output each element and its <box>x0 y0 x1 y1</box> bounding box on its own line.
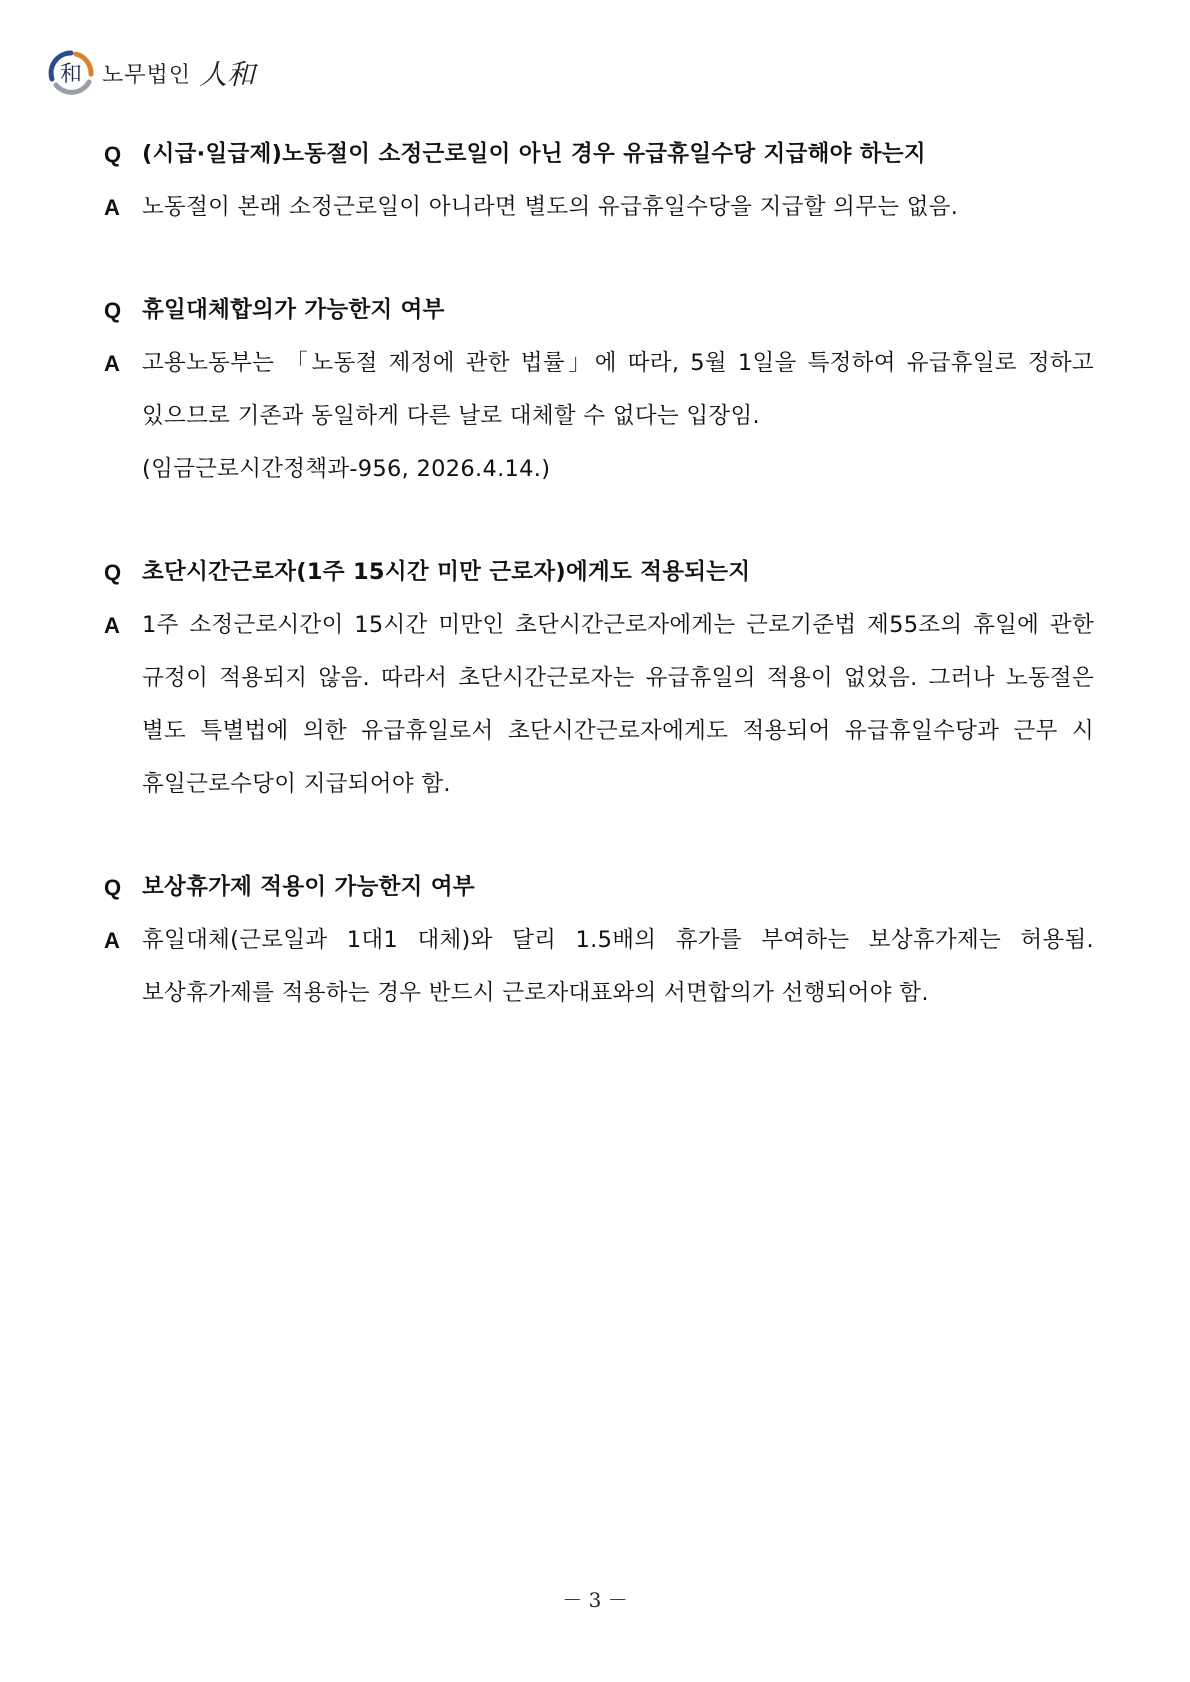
firm-logo-icon <box>48 50 94 96</box>
qa-list <box>104 128 1094 1070</box>
qa-item <box>104 284 1094 496</box>
page-header <box>48 50 255 96</box>
question-marker: Q <box>104 875 122 900</box>
firm-name-hanja: 人和 <box>199 58 256 91</box>
qa-item <box>104 546 1094 811</box>
answer-paragraph: 노동절이 본래 소정근로일이 아니라면 별도의 유급휴일수당을 지급할 의무는 없음. <box>142 194 959 220</box>
qa-item <box>104 128 1094 234</box>
answer-marker: A <box>104 195 120 220</box>
answer-row <box>104 599 1094 811</box>
answer-paragraph: 1주 소정근로시간이 15시간 미만인 초단시간근로자에게는 근로기준법 제55조의 휴일에 관한 규정이 적용되지 않음. 따라서 초단시간근로자는 유급휴일의 적용이 없었음. 그러나 노동절은 별도 특별법에 의한 유급휴일로서 초단시간근로자에게도 적용되어 유급휴일수당과 근무 시 휴일근로수당이 지급되어야 함. <box>142 612 1094 797</box>
question-text: 초단시간근로자(1주 15시간 미만 근로자)에게도 적용되는지 <box>142 559 751 585</box>
question-marker: Q <box>104 142 122 167</box>
question-row <box>104 284 1094 337</box>
answer-text <box>142 599 1094 811</box>
answer-reference: (임금근로시간정책과-956, 2026.4.14.) <box>142 456 551 482</box>
question-text: 휴일대체합의가 가능한지 여부 <box>142 297 445 323</box>
page-number: － 3 － <box>562 1588 628 1612</box>
question-row <box>104 128 1094 181</box>
qa-item <box>104 861 1094 1020</box>
question-row <box>104 861 1094 914</box>
answer-paragraph: 고용노동부는 「노동절 제정에 관한 법률」에 따라, 5월 1일을 특정하여 유급휴일로 정하고 있으므로 기존과 동일하게 다른 날로 대체할 수 없다는 입장임. <box>142 350 1094 429</box>
question-text: (시급·일급제)노동절이 소정근로일이 아닌 경우 유급휴일수당 지급해야 하는지 <box>142 141 926 167</box>
answer-paragraph: 휴일대체(근로일과 1대1 대체)와 달리 1.5배의 휴가를 부여하는 보상휴가제는 허용됨. 보상휴가제를 적용하는 경우 반드시 근로자대표와의 서면합의가 선행되어야 함. <box>142 927 1094 1006</box>
answer-marker: A <box>104 351 120 376</box>
question-marker: Q <box>104 298 122 323</box>
firm-name: 노무법인 <box>102 62 192 88</box>
answer-marker: A <box>104 928 120 953</box>
answer-row <box>104 181 1094 234</box>
answer-row <box>104 914 1094 1020</box>
answer-marker: A <box>104 613 120 638</box>
question-row <box>104 546 1094 599</box>
answer-text <box>142 914 1094 1020</box>
logo-char: 和 <box>59 62 83 87</box>
answer-row <box>104 337 1094 496</box>
question-marker: Q <box>104 560 122 585</box>
answer-text <box>142 337 1094 496</box>
question-text: 보상휴가제 적용이 가능한지 여부 <box>142 874 475 900</box>
answer-text <box>142 181 1094 234</box>
